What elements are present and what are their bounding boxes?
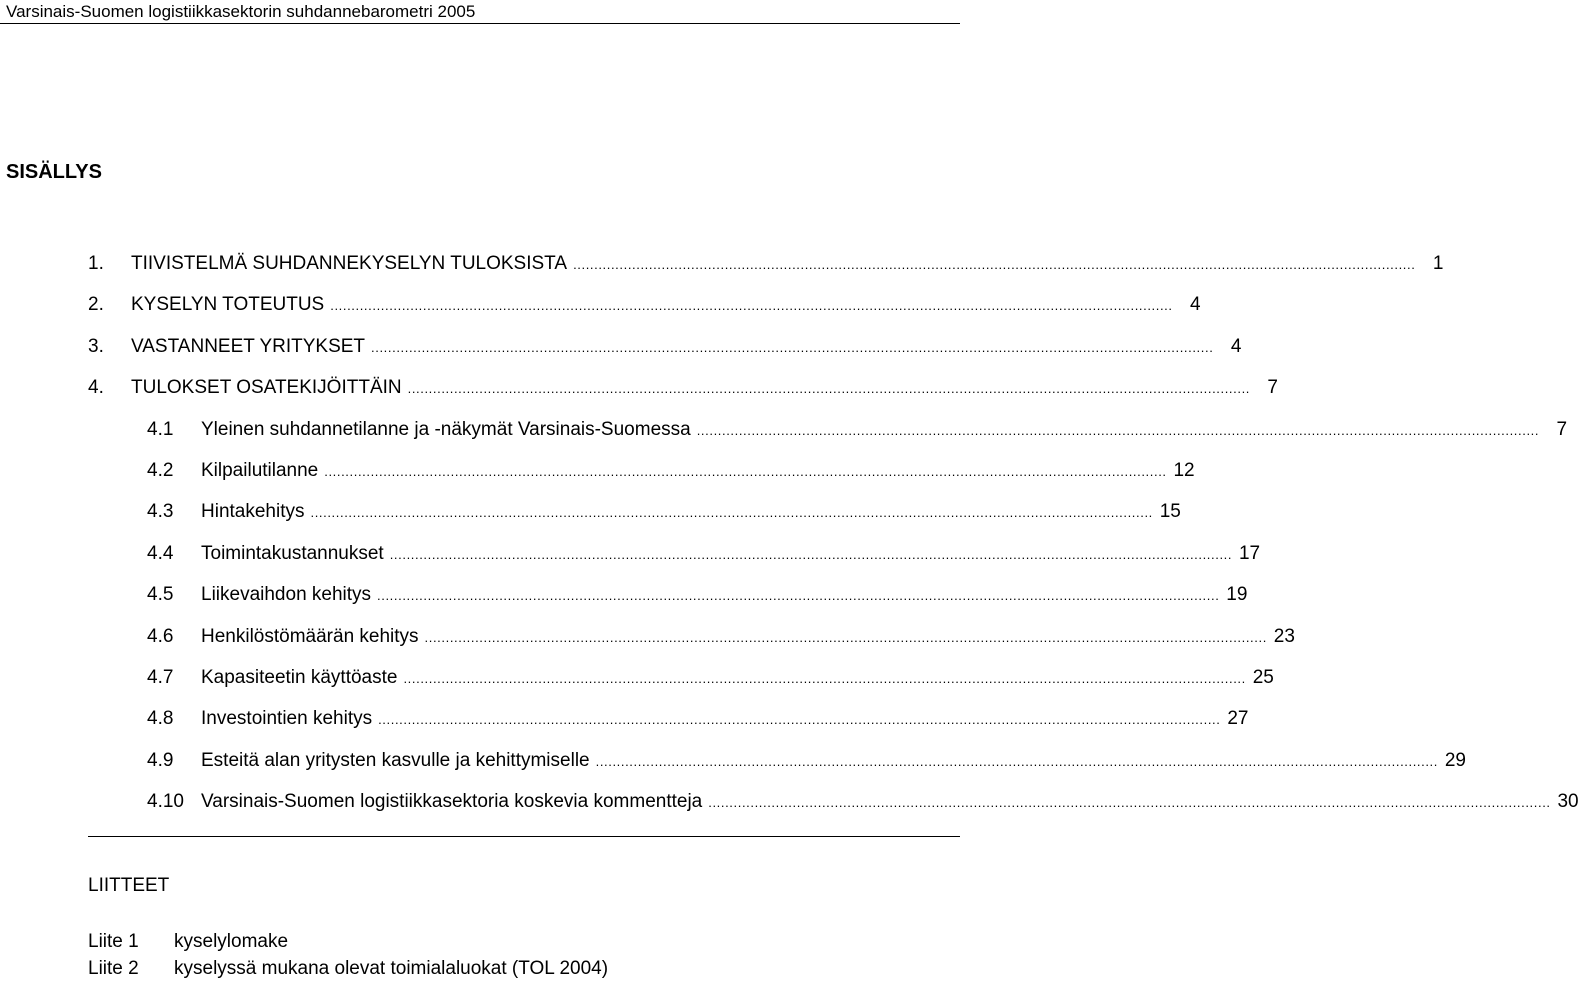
- toc-dot-leader: ........................................................................................................................................................................................................: [573, 257, 1416, 272]
- header-divider: [0, 23, 960, 24]
- toc-entry[interactable]: [0, 583, 1248, 607]
- toc-heading: SISÄLLYS: [6, 161, 102, 183]
- toc-entry-page: 1: [1432, 253, 1444, 274]
- toc-entry-title: Toimintakustannukset: [201, 542, 384, 564]
- toc-entry-page: 25: [1252, 667, 1274, 688]
- toc-entry-number: 4.6: [147, 625, 174, 647]
- appendix-item: [0, 930, 960, 954]
- toc-entry[interactable]: [0, 790, 1579, 814]
- appendix-id: Liite 1: [88, 931, 139, 952]
- toc-dot-leader: ........................................................................................................................................................................................................: [696, 422, 1540, 438]
- toc-entry-title: VASTANNEET YRITYKSET: [131, 335, 366, 357]
- toc-entry-page: 23: [1273, 625, 1295, 647]
- toc-dot-leader: ........................................................................................................................................................................................................: [378, 712, 1221, 728]
- toc-entry[interactable]: [0, 666, 1274, 690]
- toc-entry-title: KYSELYN TOTEUTUS: [131, 294, 325, 316]
- toc-entry-number: 4.10: [147, 791, 184, 813]
- toc-dot-leader: ........................................................................................................................................................................................................: [389, 546, 1233, 562]
- appendix-heading: LIITTEET: [88, 875, 170, 896]
- toc-entry-page: 17: [1238, 542, 1261, 564]
- toc-entry-title: Henkilöstömäärän kehitys: [201, 625, 419, 647]
- toc-entry-number: 4.1: [147, 418, 174, 440]
- toc-entry[interactable]: [0, 418, 1568, 442]
- toc-entry-title: Varsinais-Suomen logistiikkasektoria koskevia kommentteja: [201, 791, 703, 813]
- toc-entry-title: Yleinen suhdannetilanne ja -näkymät Varsinais-Suomessa: [201, 418, 691, 440]
- appendix-divider: [88, 836, 960, 837]
- toc-dot-leader: ........................................................................................................................................................................................................: [595, 753, 1438, 769]
- toc-entry[interactable]: [0, 707, 1249, 731]
- toc-dot-leader: ........................................................................................................................................................................................................: [324, 464, 1167, 479]
- toc-entry-number: 4.8: [147, 708, 174, 730]
- toc-entry-title: Kapasiteetin käyttöaste: [201, 667, 398, 688]
- toc-entry-title: Hintakehitys: [201, 501, 305, 523]
- toc-entry-page: 29: [1444, 749, 1466, 771]
- toc-entry[interactable]: [0, 376, 1278, 400]
- toc-entry-number: 4.4: [147, 542, 174, 564]
- toc-entry[interactable]: [0, 335, 1242, 359]
- toc-entry-page: 12: [1173, 460, 1195, 481]
- toc-entry[interactable]: [0, 542, 1261, 566]
- toc-entry[interactable]: [0, 625, 1295, 649]
- toc-dot-leader: ........................................................................................................................................................................................................: [377, 588, 1220, 604]
- toc-entry[interactable]: [0, 500, 1181, 524]
- toc-entry-page: 4: [1190, 294, 1201, 316]
- toc-entry-title: TULOKSET OSATEKIJÖITTÄIN: [131, 377, 402, 399]
- toc-entry-number: 4.: [88, 377, 104, 399]
- toc-entry-page: 7: [1267, 377, 1278, 399]
- appendix-item: [0, 957, 960, 981]
- toc-entry-number: 4.5: [147, 584, 174, 606]
- toc-entry-page: 27: [1227, 708, 1249, 730]
- toc-entry-title: Kilpailutilanne: [201, 460, 319, 481]
- appendix-description: kyselylomake: [174, 931, 289, 952]
- toc-dot-leader: ........................................................................................................................................................................................................: [330, 298, 1173, 314]
- toc-dot-leader: ........................................................................................................................................................................................................: [371, 339, 1214, 355]
- toc-entry-page: 7: [1556, 418, 1568, 440]
- toc-entry-number: 4.3: [147, 501, 174, 523]
- toc-dot-leader: ........................................................................................................................................................................................................: [403, 671, 1246, 686]
- appendix-description: kyselyssä mukana olevat toimialaluokat (TOL 2004): [174, 958, 609, 979]
- toc-entry-page: 30: [1557, 791, 1579, 813]
- appendix-id: Liite 2: [88, 958, 139, 979]
- toc-entry-number: 4.9: [147, 749, 174, 771]
- document-header-title: Varsinais-Suomen logistiikkasektorin suhdannebarometri 2005: [6, 2, 476, 21]
- toc-entry-page: 4: [1230, 335, 1242, 357]
- toc-entry-title: Investointien kehitys: [201, 708, 373, 730]
- toc-dot-leader: ........................................................................................................................................................................................................: [708, 795, 1551, 811]
- toc-entry-number: 3.: [88, 335, 104, 357]
- toc-entry[interactable]: [0, 459, 1195, 483]
- toc-entry-page: 15: [1159, 501, 1181, 523]
- toc-entry-title: Esteitä alan yritysten kasvulle ja kehittymiselle: [201, 749, 590, 771]
- toc-entry-page: 19: [1226, 584, 1248, 606]
- toc-entry[interactable]: [0, 252, 1444, 276]
- toc-entry-number: 4.7: [147, 667, 174, 688]
- toc-dot-leader: ........................................................................................................................................................................................................: [310, 505, 1153, 521]
- toc-entry-title: TIIVISTELMÄ SUHDANNEKYSELYN TULOKSISTA: [131, 253, 568, 274]
- toc-entry-number: 2.: [88, 294, 104, 316]
- toc-dot-leader: ........................................................................................................................................................................................................: [407, 381, 1250, 397]
- toc-entry[interactable]: [0, 749, 1466, 773]
- toc-entry-title: Liikevaihdon kehitys: [201, 584, 372, 606]
- toc-entry[interactable]: [0, 293, 1201, 317]
- toc-entry-number: 4.2: [147, 460, 174, 481]
- toc-entry-number: 1.: [88, 253, 104, 274]
- toc-dot-leader: ........................................................................................................................................................................................................: [424, 629, 1267, 645]
